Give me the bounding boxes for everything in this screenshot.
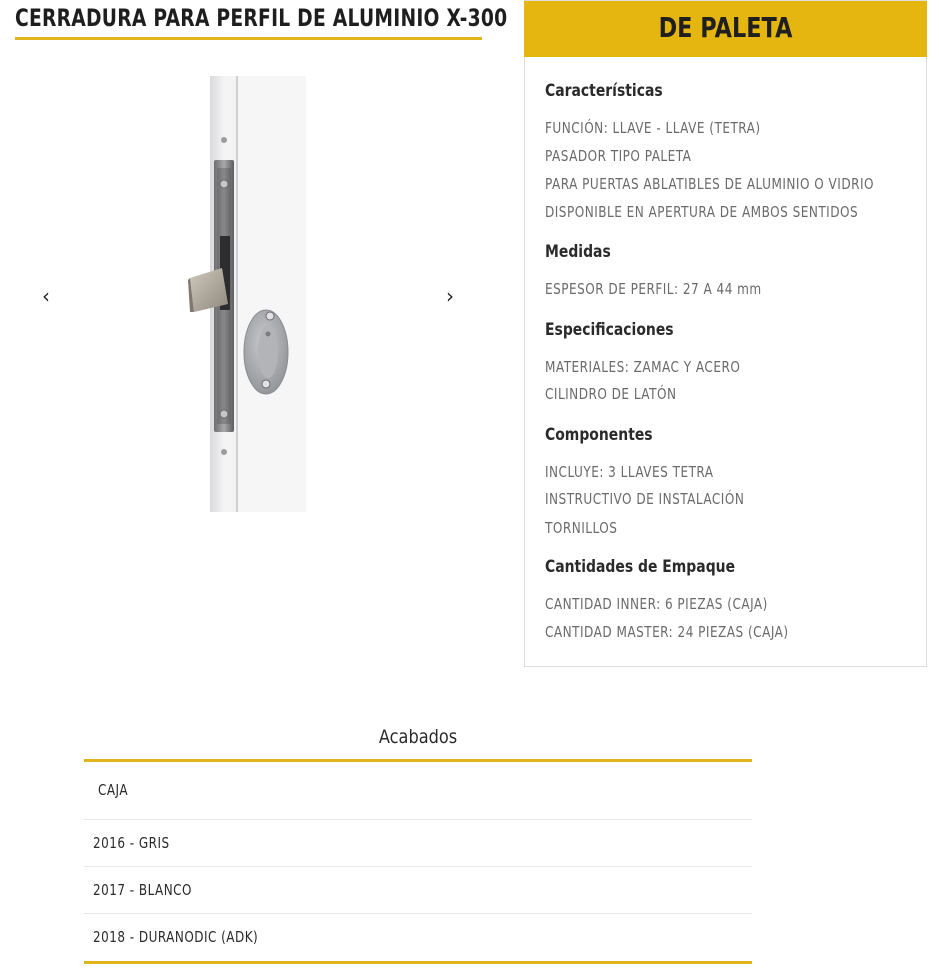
spec-line: INCLUYE: 3 LLAVES TETRA	[545, 463, 714, 481]
finishes-title	[84, 726, 752, 748]
spec-line: PARA PUERTAS ABLATIBLES DE ALUMINIO O VIDRIO	[545, 175, 874, 193]
finishes-title-text: Acabados	[378, 726, 458, 748]
table-row	[84, 867, 752, 914]
spec-line: FUNCIÓN: LLAVE - LLAVE (TETRA)	[545, 119, 761, 137]
spec-panel	[524, 0, 927, 667]
spec-line: INSTRUCTIVO DE INSTALACIÓN	[545, 490, 745, 508]
spec-line: ESPESOR DE PERFIL: 27 A 44 mm	[545, 280, 762, 298]
chevron-right-icon[interactable]: ›	[446, 284, 454, 308]
spec-line: CILINDRO DE LATÓN	[545, 385, 677, 403]
spec-line: MATERIALES: ZAMAC Y ACERO	[545, 358, 741, 376]
spec-line: DISPONIBLE EN APERTURA DE AMBOS SENTIDOS	[545, 203, 859, 221]
spec-panel-header	[524, 1, 927, 57]
image-carousel	[30, 70, 470, 520]
section-title-especificaciones: Especificaciones	[545, 320, 674, 340]
finishes-bottom-divider	[84, 961, 752, 964]
spec-line: PASADOR TIPO PALETA	[545, 147, 692, 165]
section-title-medidas: Medidas	[545, 242, 611, 262]
product-title-text: CERRADURA PARA PERFIL DE ALUMINIO X-300	[15, 4, 508, 32]
table-row	[84, 820, 752, 867]
spec-line: CANTIDAD INNER: 6 PIEZAS (CAJA)	[545, 595, 768, 613]
spec-panel-header-text: DE PALETA	[658, 11, 793, 44]
chevron-left-icon[interactable]: ‹	[42, 284, 50, 308]
spec-line: CANTIDAD MASTER: 24 PIEZAS (CAJA)	[545, 623, 789, 641]
spec-line: TORNILLOS	[545, 519, 618, 537]
table-row	[84, 914, 752, 961]
finish-option: 2018 - DURANODIC (ADK)	[93, 928, 259, 946]
section-title-empaque: Cantidades de Empaque	[545, 557, 736, 577]
product-title	[15, 0, 508, 40]
finish-option: 2017 - BLANCO	[93, 881, 192, 899]
section-title-caracteristicas: Características	[545, 81, 663, 101]
product-image	[180, 76, 340, 512]
finish-option: 2016 - GRIS	[93, 834, 170, 852]
finishes-header-row	[84, 762, 752, 820]
finishes-header-cell: CAJA	[98, 781, 129, 799]
section-title-componentes: Componentes	[545, 425, 653, 445]
